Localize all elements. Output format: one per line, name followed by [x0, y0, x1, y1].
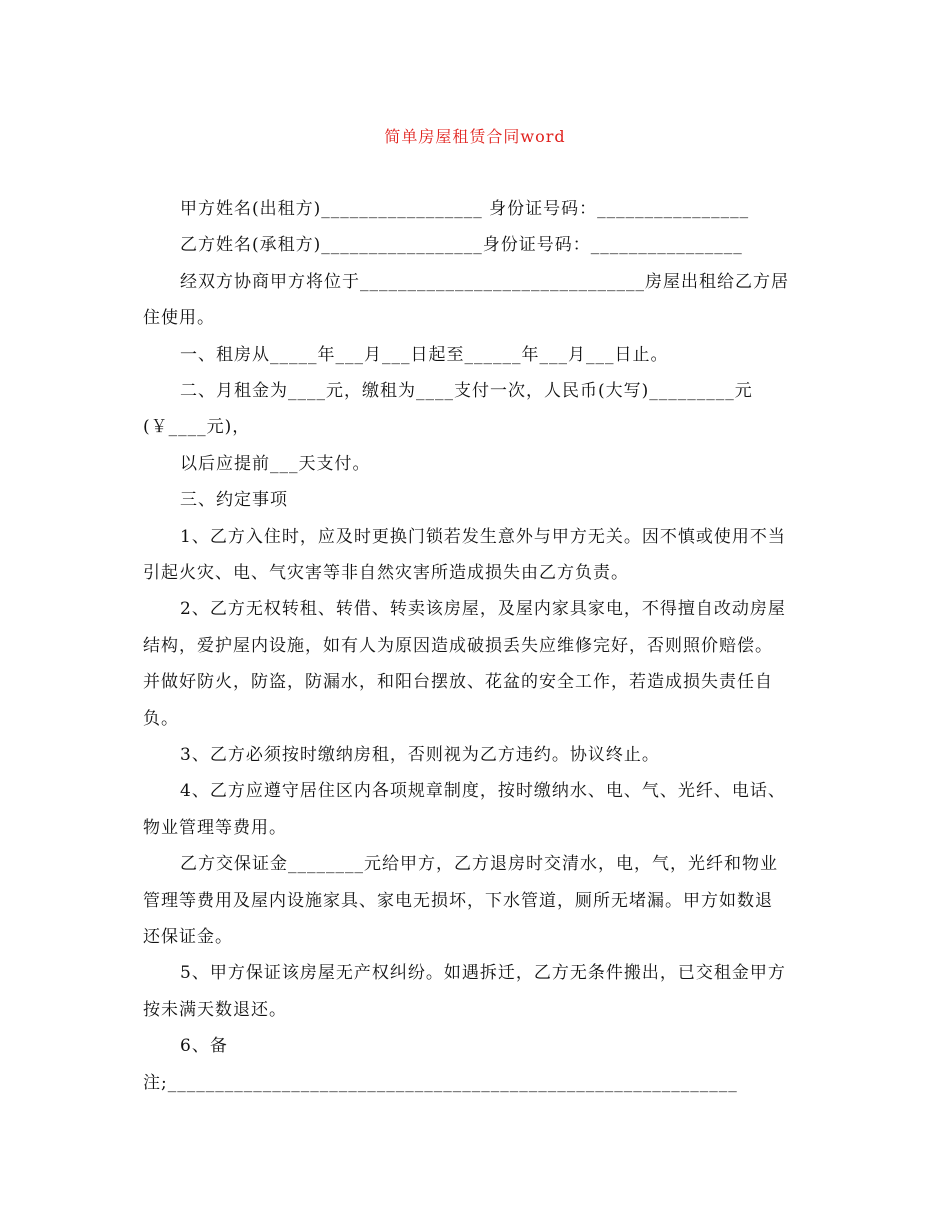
item-2-line-cont-2: 并做好防火，防盗，防漏水，和阳台摆放、花盆的安全工作，若造成损失责任自: [143, 672, 773, 692]
item-2-line-cont-3: 负。: [143, 709, 179, 729]
item-5-line: 5、甲方保证该房屋无产权纠纷。如遇拆迁，乙方无条件搬出，已交租金甲方: [180, 963, 786, 983]
intro-line: 经双方协商甲方将位于______________________________房屋出租给乙方居: [180, 272, 789, 292]
item-4-line-cont: 物业管理等费用。: [143, 818, 287, 838]
item-3-line: 3、乙方必须按时缴纳房租，否则视为乙方违约。协议终止。: [180, 745, 660, 765]
item-5-line-cont: 按未满天数退还。: [143, 1000, 287, 1020]
deposit-line-cont-1: 管理等费用及屋内设施家具、家电无损坏，下水管道，厕所无堵漏。甲方如数退: [143, 891, 773, 911]
clause-2-line-cont: (￥____元)，: [143, 417, 251, 437]
deposit-line: 乙方交保证金________元给甲方，乙方退房时交清水，电，气，光纤和物业: [180, 854, 778, 874]
item-1-line: 1、乙方入住时，应及时更换门锁若发生意外与甲方无关。因不慎或使用不当: [180, 527, 786, 547]
party-b-line: 乙方姓名(承租方)_________________身份证号码：________________: [180, 235, 743, 255]
item-1-line-cont: 引起火灾、电、气灾害等非自然灾害所造成损失由乙方负责。: [143, 563, 629, 583]
party-a-line: 甲方姓名(出租方)_________________ 身份证号码：________________: [180, 199, 750, 219]
deposit-line-cont-2: 还保证金。: [143, 927, 233, 947]
clause-3-heading: 三、约定事项: [180, 490, 288, 510]
remarks-line: 注;____________________________________________________________: [143, 1073, 738, 1093]
item-6-line: 6、备: [180, 1036, 228, 1056]
item-2-line: 2、乙方无权转租、转借、转卖该房屋，及屋内家具家电，不得擅自改动房屋: [180, 599, 786, 619]
clause-2-advance: 以后应提前___天支付。: [180, 454, 371, 474]
clause-1-line: 一、租房从_____年___月___日起至______年___月___日止。: [180, 345, 669, 365]
item-4-line: 4、乙方应遵守居住区内各项规章制度，按时缴纳水、电、气、光纤、电话、: [180, 781, 786, 801]
intro-line-cont: 住使用。: [143, 308, 215, 328]
clause-2-line: 二、月租金为____元，缴租为____支付一次，人民币(大写)_________元: [180, 381, 753, 401]
item-2-line-cont-1: 结构，爱护屋内设施，如有人为原因造成破损丢失应维修完好，否则照价赔偿。: [143, 636, 773, 656]
document-title: 简单房屋租赁合同word: [384, 127, 566, 146]
